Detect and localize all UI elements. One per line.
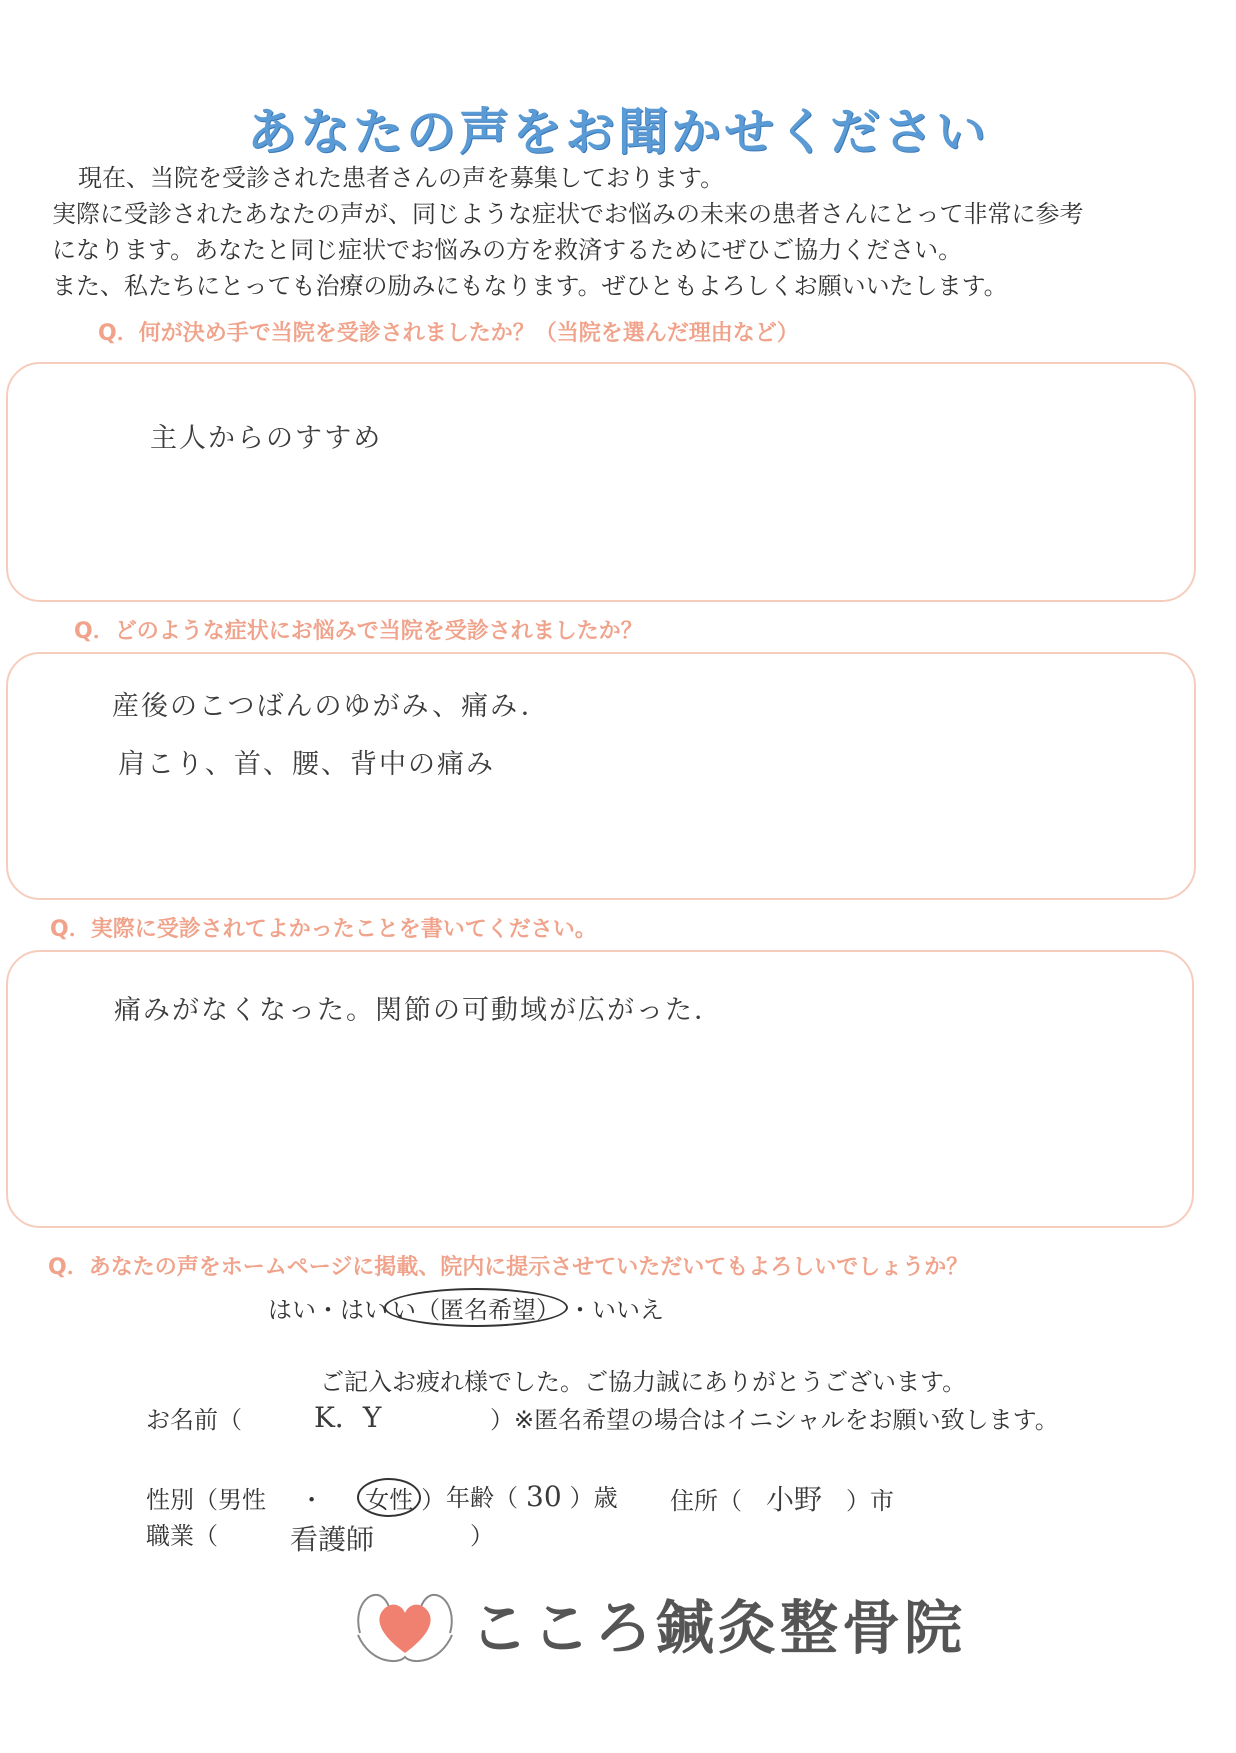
question-1-label: Q．何が決め手で当院を受診されましたか？（当院を選んだ理由など）: [98, 321, 799, 346]
separator: ・: [568, 1296, 592, 1324]
job-field[interactable]: 看護師: [290, 1523, 375, 1556]
clinic-logo: [350, 1568, 966, 1678]
job-label: 職業（: [146, 1522, 218, 1550]
address-field[interactable]: 小野: [766, 1483, 823, 1516]
name-close-paren: ）: [490, 1406, 514, 1434]
gender-label: 性別（男性: [146, 1486, 266, 1514]
job-close: ）: [470, 1522, 494, 1550]
intro-text: [52, 160, 1192, 304]
name-row: [146, 1400, 242, 1435]
consent-no-option[interactable]: いいえ: [592, 1296, 664, 1324]
name-close: [490, 1400, 1059, 1435]
intro-line: になります。あなたと同じ症状でお悩みの方を救済するためにぜひご協力ください。: [52, 236, 963, 264]
name-note: ※匿名希望の場合はイニシャルをお願い致します。: [514, 1406, 1059, 1434]
question-1-answer-text: 主人からのすすめ: [150, 423, 383, 454]
question-3-answer-box[interactable]: [6, 950, 1194, 1228]
intro-line: また、私たちにとっても治療の励みにもなります。ぜひともよろしくお願いいたします。: [52, 272, 1008, 300]
address-close: ）市: [846, 1487, 895, 1515]
intro-line: 現在、当院を受診された患者さんの声を募集しております。: [78, 164, 725, 192]
age-field[interactable]: 30: [526, 1480, 562, 1513]
name-label: お名前（: [146, 1406, 242, 1434]
question-1-answer-box[interactable]: [6, 362, 1196, 602]
gender-female-option[interactable]: 女性: [357, 1478, 421, 1517]
question-2-label: Q．どのような症状にお悩みで当院を受診されましたか？: [74, 619, 643, 644]
page-title: あなたの声をお聞かせください: [247, 103, 989, 161]
question-2-answer-text-1: 産後のこつばんのゆがみ、痛み．: [112, 691, 550, 722]
consent-yes-anon-prefix: はい: [340, 1296, 388, 1324]
address-label: 住所（: [670, 1487, 742, 1515]
question-2-answer-box[interactable]: [6, 652, 1196, 900]
gender-row: [146, 1478, 445, 1517]
age-label: 年齢（: [446, 1484, 518, 1512]
thanks-message: ご記入お疲れ様でした。ご協力誠にありがとうございます。: [320, 1368, 967, 1396]
age-row: [446, 1478, 618, 1513]
job-row: [146, 1516, 218, 1551]
name-field[interactable]: K．Y: [314, 1401, 382, 1434]
heart-in-hands-icon: [350, 1573, 460, 1673]
question-3-answer-text: 痛みがなくなった。関節の可動域が広がった．: [114, 995, 723, 1026]
question-3-label: Q．実際に受診されてよかったことを書いてください。: [50, 917, 597, 942]
address-row: [670, 1478, 894, 1518]
consent-yes-anon-option[interactable]: い（匿名希望）: [384, 1288, 568, 1327]
separator: ・: [316, 1296, 340, 1324]
intro-line: 実際に受診されたあなたの声が、同じような症状でお悩みの未来の患者さんにとって非常に参考: [52, 200, 1084, 228]
consent-options: [268, 1288, 664, 1327]
consent-yes-option[interactable]: はい: [268, 1296, 316, 1324]
clinic-name: こころ鍼灸整骨院: [470, 1594, 967, 1662]
age-close: ）歳: [569, 1484, 618, 1512]
question-4-label: Q．あなたの声をホームページに掲載、院内に提示させていただいてもよろしいでしょうか？: [48, 1255, 969, 1280]
gender-dot: ・: [299, 1486, 324, 1514]
question-2-answer-text-2: 肩こり、首、腰、背中の痛み: [118, 749, 495, 780]
gender-close: ）: [421, 1486, 446, 1514]
